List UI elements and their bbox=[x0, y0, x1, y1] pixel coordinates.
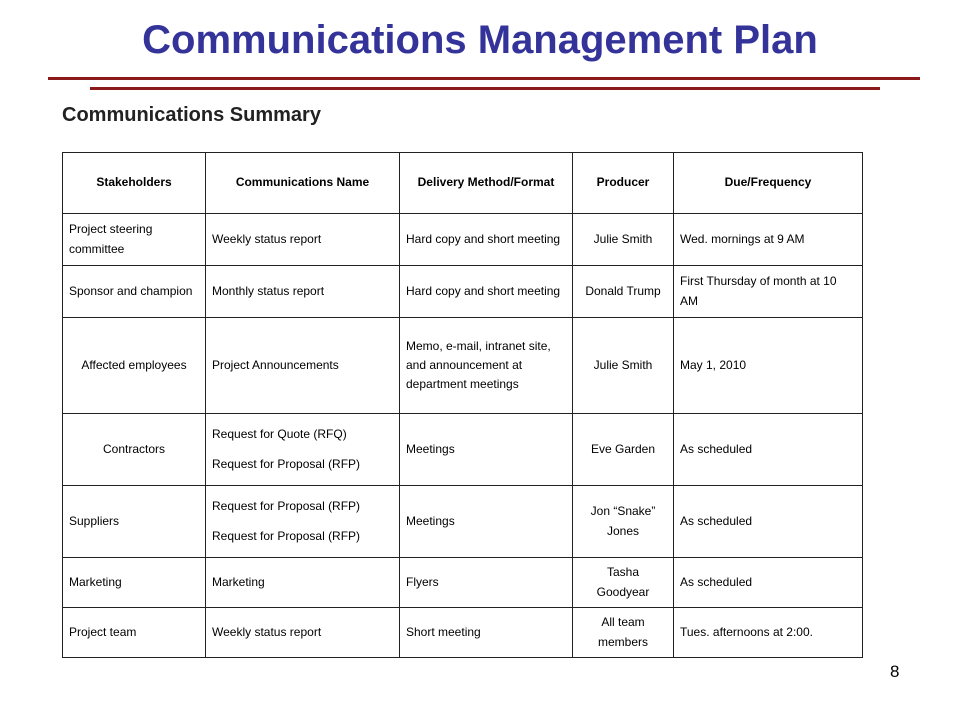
cell-producer: Jon “Snake” Jones bbox=[573, 486, 674, 558]
header-producer: Producer bbox=[573, 153, 674, 214]
cell-communications-name bbox=[206, 486, 400, 558]
cell-delivery-method: Memo, e-mail, intranet site, and announcement at department meetings bbox=[400, 318, 573, 414]
table-row bbox=[63, 608, 863, 658]
communications-name-line: Request for Proposal (RFP) bbox=[212, 499, 361, 514]
cell-stakeholders: Suppliers bbox=[63, 486, 206, 558]
cell-due-frequency: First Thursday of month at 10 AM bbox=[674, 266, 863, 318]
cell-delivery-method: Flyers bbox=[400, 558, 573, 608]
slide-title: Communications Management Plan bbox=[142, 18, 818, 62]
section-subtitle: Communications Summary bbox=[62, 104, 321, 126]
cell-stakeholders: Project team bbox=[63, 608, 206, 658]
cell-due-frequency: As scheduled bbox=[674, 558, 863, 608]
cell-producer: Eve Garden bbox=[573, 414, 674, 486]
title-rule-top bbox=[48, 77, 920, 80]
cell-due-frequency: As scheduled bbox=[674, 486, 863, 558]
header-stakeholders: Stakeholders bbox=[63, 153, 206, 214]
cell-producer: Donald Trump bbox=[573, 266, 674, 318]
cell-stakeholders: Project steering committee bbox=[63, 214, 206, 266]
table-row bbox=[63, 414, 863, 486]
cell-communications-name: Marketing bbox=[206, 558, 400, 608]
cell-due-frequency: Wed. mornings at 9 AM bbox=[674, 214, 863, 266]
table-header-row bbox=[63, 153, 863, 214]
communications-name-line: Request for Proposal (RFP) bbox=[212, 456, 361, 471]
cell-delivery-method: Short meeting bbox=[400, 608, 573, 658]
table-row bbox=[63, 266, 863, 318]
cell-communications-name bbox=[206, 414, 400, 486]
cell-stakeholders: Marketing bbox=[63, 558, 206, 608]
cell-due-frequency: May 1, 2010 bbox=[674, 318, 863, 414]
cell-producer: Julie Smith bbox=[573, 214, 674, 266]
cell-communications-name: Project Announcements bbox=[206, 318, 400, 414]
cell-stakeholders: Sponsor and champion bbox=[63, 266, 206, 318]
header-communications-name: Communications Name bbox=[206, 153, 400, 214]
page-number: 8 bbox=[890, 662, 900, 681]
cell-due-frequency: As scheduled bbox=[674, 414, 863, 486]
cell-producer: Julie Smith bbox=[573, 318, 674, 414]
cell-delivery-method: Meetings bbox=[400, 414, 573, 486]
header-delivery-method: Delivery Method/Format bbox=[400, 153, 573, 214]
cell-due-frequency: Tues. afternoons at 2:00. bbox=[674, 608, 863, 658]
table-row bbox=[63, 558, 863, 608]
cell-producer: All team members bbox=[573, 608, 674, 658]
header-due-frequency: Due/Frequency bbox=[674, 153, 863, 214]
cell-stakeholders: Affected employees bbox=[63, 318, 206, 414]
table-row bbox=[63, 214, 863, 266]
cell-delivery-method: Meetings bbox=[400, 486, 573, 558]
cell-stakeholders: Contractors bbox=[63, 414, 206, 486]
cell-communications-name: Monthly status report bbox=[206, 266, 400, 318]
communications-summary-table bbox=[62, 152, 863, 658]
cell-producer: Tasha Goodyear bbox=[573, 558, 674, 608]
cell-communications-name: Weekly status report bbox=[206, 214, 400, 266]
communications-name-line: Request for Proposal (RFP) bbox=[212, 528, 361, 543]
cell-communications-name: Weekly status report bbox=[206, 608, 400, 658]
cell-delivery-method: Hard copy and short meeting bbox=[400, 214, 573, 266]
title-rule-bottom bbox=[90, 87, 880, 90]
table-row bbox=[63, 318, 863, 414]
table-row bbox=[63, 486, 863, 558]
communications-name-line: Request for Quote (RFQ) bbox=[212, 427, 347, 442]
cell-delivery-method: Hard copy and short meeting bbox=[400, 266, 573, 318]
